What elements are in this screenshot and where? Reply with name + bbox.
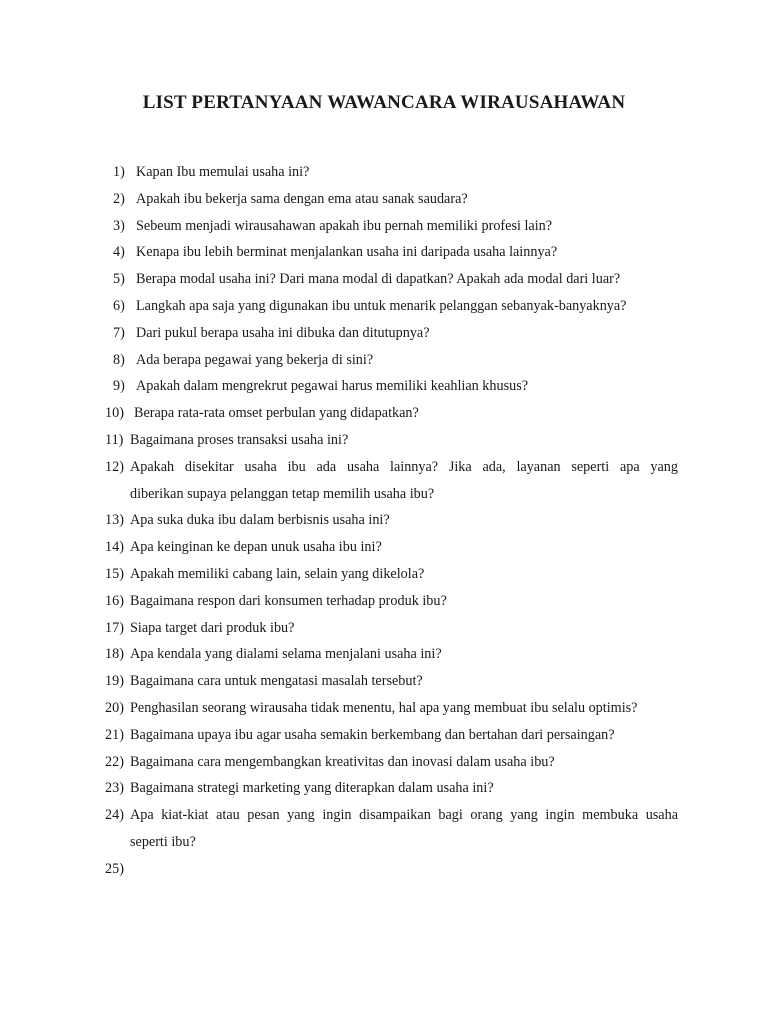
question-text: Apa suka duka ibu dalam berbisnis usaha ini?: [130, 512, 390, 529]
question-text: Bagaimana cara mengembangkan kreativitas dan inovasi dalam usaha ibu?: [130, 753, 555, 770]
question-item: [0, 266, 768, 293]
question-number: 1): [113, 164, 125, 180]
question-item: [0, 213, 768, 240]
question-text: Apa kendala yang dialami selama menjalani usaha ini?: [130, 646, 442, 663]
question-item: [0, 320, 768, 347]
question-number: 15): [105, 565, 124, 582]
question-number: 12): [105, 458, 124, 475]
question-number: 10): [105, 405, 124, 422]
question-number: 18): [105, 646, 124, 663]
document-title: LIST PERTANYAAN WAWANCARA WIRAUSAHAWAN: [142, 92, 626, 113]
question-number: 21): [105, 726, 124, 743]
question-number: 4): [113, 244, 125, 261]
question-text: Bagaimana cara untuk mengatasi masalah tersebut?: [130, 673, 423, 690]
question-number: 19): [105, 673, 124, 690]
question-text: Bagaimana proses transaksi usaha ini?: [130, 431, 349, 448]
question-item: [0, 615, 768, 642]
question-number: 5): [113, 271, 125, 288]
question-number: 11): [105, 431, 124, 448]
question-text: Apakah dalam mengrekrut pegawai harus memiliki keahlian khusus?: [136, 378, 529, 395]
question-item: [0, 347, 768, 374]
question-text: Kenapa ibu lebih berminat menjalankan usaha ini daripada usaha lainnya?: [136, 244, 558, 261]
question-text-line: diberikan supaya pelanggan tetap memilih usaha ibu?: [130, 485, 435, 502]
question-number: 3): [113, 217, 125, 234]
question-text: Bagaimana upaya ibu agar usaha semakin berkembang dan bertahan dari persaingan?: [130, 726, 615, 743]
question-item: [0, 749, 768, 776]
question-number: 13): [105, 512, 124, 529]
question-item: [0, 856, 768, 883]
question-text: Berapa modal usaha ini? Dari mana modal di dapatkan? Apakah ada modal dari luar?: [136, 271, 621, 288]
question-text: Bagaimana strategi marketing yang diterapkan dalam usaha ini?: [130, 780, 494, 797]
question-number: 16): [105, 592, 124, 609]
question-number: 17): [105, 619, 124, 636]
question-list: [0, 159, 768, 883]
question-item: [0, 159, 768, 186]
question-item: [0, 641, 768, 668]
question-number: 22): [105, 753, 124, 770]
question-text: Apa keinginan ke depan unuk usaha ibu ini?: [130, 539, 382, 556]
question-item: [0, 507, 768, 534]
question-text: [130, 454, 678, 508]
question-number: 20): [105, 699, 124, 716]
question-text: Kapan Ibu memulai usaha ini?: [136, 164, 310, 180]
question-text: Bagaimana respon dari konsumen terhadap produk ibu?: [130, 592, 447, 609]
question-number: 9): [113, 378, 125, 395]
question-item: [0, 239, 768, 266]
question-item: [0, 400, 768, 427]
question-number: 8): [113, 351, 125, 368]
question-number: 7): [113, 324, 125, 341]
question-text: [130, 856, 678, 883]
question-item: [0, 588, 768, 615]
question-item: [0, 695, 768, 722]
question-text: Sebeum menjadi wirausahawan apakah ibu pernah memiliki profesi lain?: [136, 217, 553, 234]
question-text-line: Apa kiat-kiat atau pesan yang ingin disampaikan bagi orang yang ingin membuka usaha: [130, 807, 678, 824]
question-item: [0, 427, 768, 454]
question-item: [0, 293, 768, 320]
question-number: 2): [113, 190, 125, 207]
question-number: 6): [113, 297, 125, 314]
question-number: 14): [105, 539, 124, 556]
question-item: [0, 186, 768, 213]
question-text: Ada berapa pegawai yang bekerja di sini?: [136, 351, 374, 368]
question-item: [0, 668, 768, 695]
question-text: [130, 802, 678, 856]
question-text: Berapa rata-rata omset perbulan yang didapatkan?: [134, 405, 419, 422]
question-number: 23): [105, 780, 124, 797]
question-item: [0, 722, 768, 749]
question-number: 25): [105, 860, 124, 877]
question-text: Penghasilan seorang wirausaha tidak menentu, hal apa yang membuat ibu selalu optimis?: [130, 699, 638, 716]
question-text-line: Apakah disekitar usaha ibu ada usaha lainnya? Jika ada, layanan seperti apa yang: [130, 458, 678, 475]
question-item: [0, 561, 768, 588]
question-item: [0, 454, 768, 508]
question-item: [0, 373, 768, 400]
question-text: Langkah apa saja yang digunakan ibu untuk menarik pelanggan sebanyak-banyaknya?: [136, 297, 627, 314]
question-text-line: seperti ibu?: [130, 833, 196, 850]
question-text: Apakah memiliki cabang lain, selain yang dikelola?: [130, 565, 425, 582]
question-number: 24): [105, 807, 124, 824]
question-text: Siapa target dari produk ibu?: [130, 619, 295, 636]
question-text: Apakah ibu bekerja sama dengan ema atau sanak saudara?: [136, 190, 468, 207]
question-item: [0, 802, 768, 856]
question-text: Dari pukul berapa usaha ini dibuka dan ditutupnya?: [136, 324, 430, 341]
question-item: [0, 775, 768, 802]
question-item: [0, 534, 768, 561]
